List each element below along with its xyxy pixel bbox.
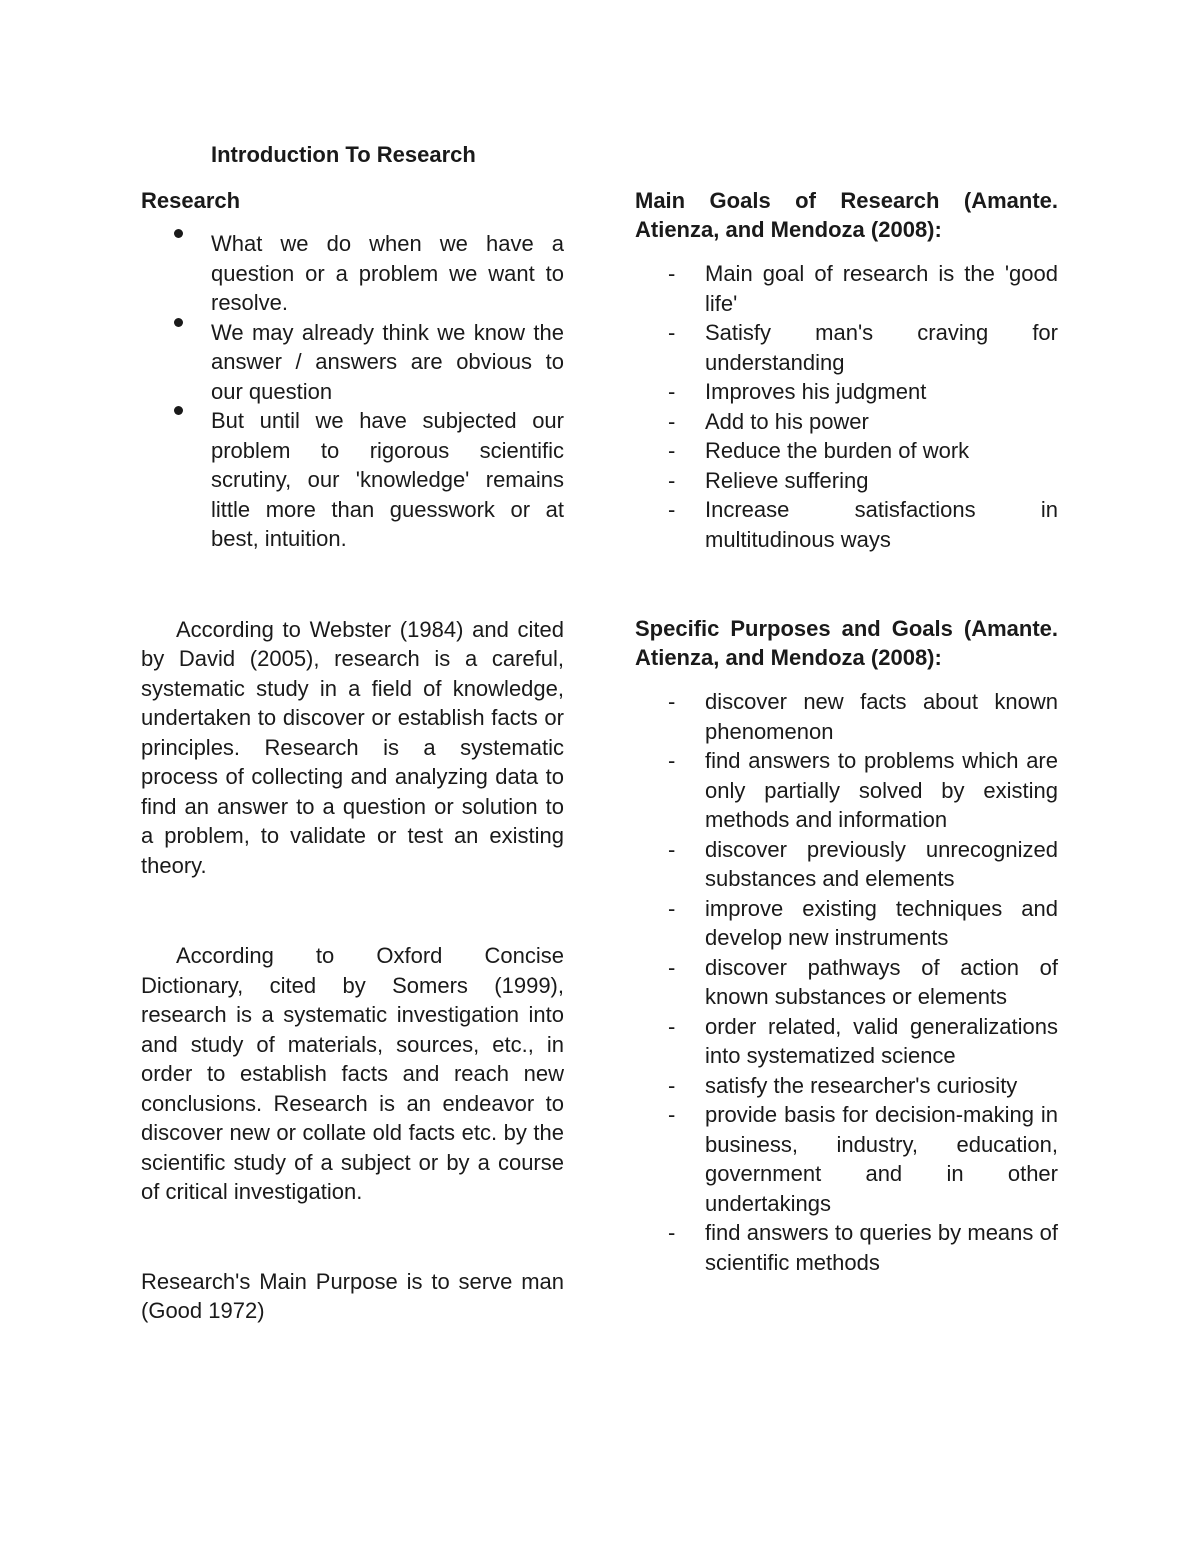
list-item-text: Main goal of research is the 'good life' bbox=[705, 261, 1058, 316]
main-goals-list bbox=[635, 259, 1058, 554]
list-item-text: Add to his power bbox=[705, 408, 869, 434]
list-item bbox=[141, 318, 564, 407]
right-column bbox=[635, 186, 1058, 1277]
list-item-text: provide basis for decision-making in business, industry, education, government and in other undertakings bbox=[705, 1102, 1058, 1216]
list-item-text: discover pathways of action of known substances or elements bbox=[705, 954, 1058, 1009]
main-goals-heading: Main Goals of Research (Amante. Atienza, and Mendoza (2008): bbox=[635, 188, 1058, 242]
research-heading: Research bbox=[141, 188, 241, 213]
list-item bbox=[635, 1100, 1058, 1218]
list-item-text: improve existing techniques and develop new instruments bbox=[705, 895, 1058, 950]
left-column bbox=[141, 186, 564, 1326]
dash-marker: - bbox=[668, 1102, 676, 1127]
list-item-text: find answers to problems which are only partially solved by existing methods and information bbox=[705, 748, 1058, 832]
list-item bbox=[635, 687, 1058, 746]
list-item bbox=[635, 1012, 1058, 1071]
dash-marker: - bbox=[668, 261, 676, 286]
list-item bbox=[635, 259, 1058, 318]
bullet-icon bbox=[174, 406, 183, 415]
dash-marker: - bbox=[668, 895, 676, 921]
dash-marker: - bbox=[668, 467, 676, 493]
research-bullet-list bbox=[141, 229, 564, 554]
list-item bbox=[141, 229, 564, 318]
dash-marker: - bbox=[668, 1013, 676, 1039]
list-item bbox=[635, 407, 1058, 437]
list-item bbox=[635, 495, 1058, 554]
dash-marker: - bbox=[668, 438, 676, 463]
list-item bbox=[635, 835, 1058, 894]
list-item-text: satisfy the researcher's curiosity bbox=[705, 1072, 1018, 1098]
list-item-text: Relieve suffering bbox=[705, 467, 869, 493]
list-item-text: What we do when we have a question or a problem we want to resolve. bbox=[211, 231, 564, 315]
dash-marker: - bbox=[668, 320, 676, 345]
list-item bbox=[635, 436, 1058, 466]
bullet-icon bbox=[174, 318, 183, 327]
dash-marker: - bbox=[668, 689, 676, 714]
list-item bbox=[635, 953, 1058, 1012]
list-item-text: Reduce the burden of work bbox=[705, 438, 970, 463]
dash-marker: - bbox=[668, 954, 676, 980]
list-item bbox=[635, 318, 1058, 377]
list-item-text: But until we have subjected our problem to rigorous scientific scrutiny, our 'knowledge' remains little more than guesswork or at best, intuition. bbox=[211, 408, 564, 551]
dash-marker: - bbox=[668, 1220, 676, 1245]
list-item bbox=[635, 377, 1058, 407]
specific-purposes-heading: Specific Purposes and Goals (Amante. Atienza, and Mendoza (2008): bbox=[635, 616, 1058, 670]
dash-marker: - bbox=[668, 379, 676, 404]
bullet-icon bbox=[174, 229, 183, 238]
dash-marker: - bbox=[668, 497, 676, 522]
list-item bbox=[635, 894, 1058, 953]
page-title: Introduction To Research bbox=[211, 142, 476, 167]
specific-purposes-list bbox=[635, 687, 1058, 1277]
list-item-text: order related, valid generalizations into systematized science bbox=[705, 1013, 1058, 1068]
list-item bbox=[635, 1071, 1058, 1101]
list-item-text: Improves his judgment bbox=[705, 379, 927, 404]
main-purpose-paragraph: Research's Main Purpose is to serve man (Good 1972) bbox=[141, 1268, 564, 1323]
list-item-text: discover previously unrecognized substances and elements bbox=[705, 836, 1058, 891]
dash-marker: - bbox=[668, 1072, 676, 1098]
list-item-text: discover new facts about known phenomenon bbox=[705, 689, 1058, 744]
list-item bbox=[635, 746, 1058, 835]
list-item-text: We may already think we know the answer / answers are obvious to our question bbox=[211, 319, 564, 404]
list-item bbox=[635, 1218, 1058, 1277]
list-item-text: Increase satisfactions in multitudinous ways bbox=[705, 497, 1058, 552]
dash-marker: - bbox=[668, 408, 676, 434]
oxford-paragraph: According to Oxford Concise Dictionary, cited by Somers (1999), research is a systematic investigation into and study of materials, sources, etc., in order to establish facts and reach new conclusions. Research is an endeavor to discover new or collate old facts etc. by the scientific study of a subject or by a course of critical investigation. bbox=[141, 943, 564, 1204]
list-item-text: find answers to queries by means of scientific methods bbox=[705, 1220, 1058, 1275]
dash-marker: - bbox=[668, 748, 676, 773]
dash-marker: - bbox=[668, 836, 676, 862]
list-item bbox=[635, 466, 1058, 496]
webster-paragraph: According to Webster (1984) and cited by David (2005), research is a careful, systematic study in a field of knowledge, undertaken to discover or establish facts or principles. Research is a systematic process of collecting and analyzing data to find an answer to a question or solution to a problem, to validate or test an existing theory. bbox=[141, 616, 564, 878]
list-item bbox=[141, 406, 564, 554]
list-item-text: Satisfy man's craving for understanding bbox=[705, 320, 1058, 375]
